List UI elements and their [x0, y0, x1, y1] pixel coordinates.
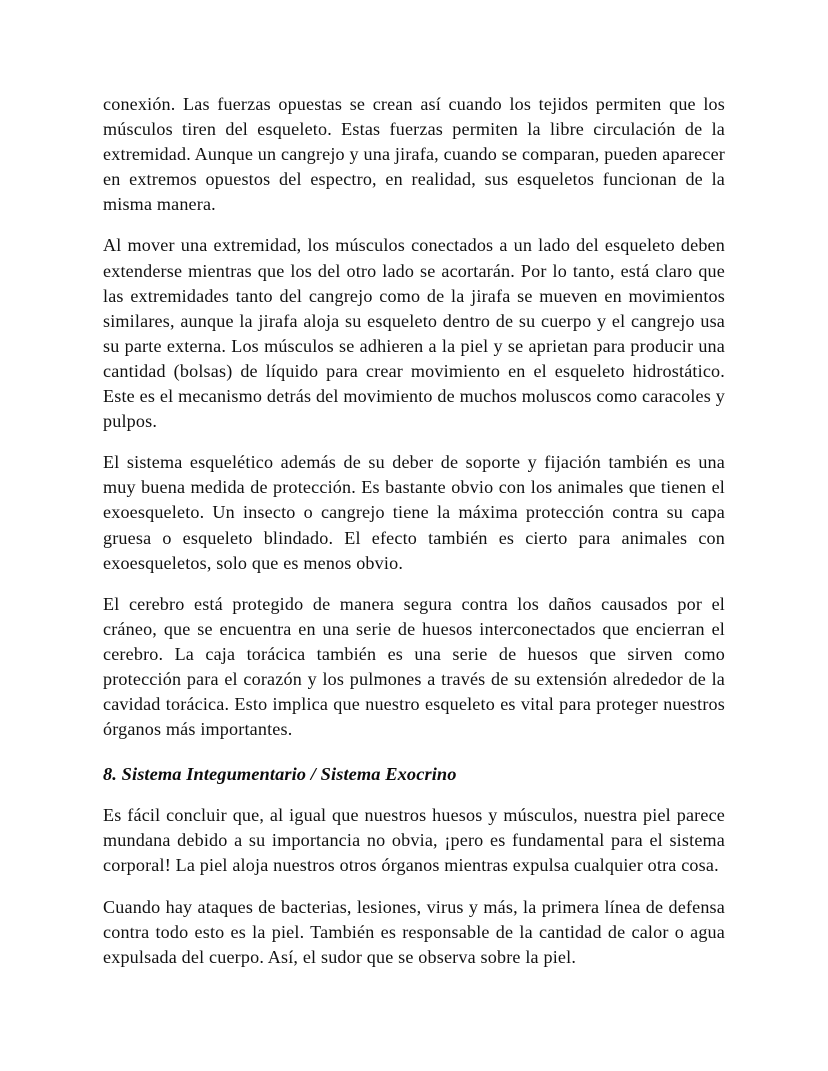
text-column	[103, 92, 725, 970]
body-paragraph-3: El sistema esquelético además de su deber de soporte y fijación también es una muy buena medida de protección. Es bastante obvio con los animales que tienen el exoesqueleto. Un insecto o cangrejo tiene la máxima protección contra su capa gruesa o esqueleto blindado. El efecto también es cierto para animales con exoesqueletos, solo que es menos obvio.	[103, 452, 725, 573]
body-paragraph-2: Al mover una extremidad, los músculos conectados a un lado del esqueleto deben extenderse mientras que los del otro lado se acortarán. Por lo tanto, está claro que las extremidades tanto del cangrejo como de la jirafa se mueven en movimientos similares, aunque la jirafa aloja su esqueleto dentro de su cuerpo y el cangrejo usa su parte externa. Los músculos se adhieren a la piel y se aprietan para producir una cantidad (bolsas) de líquido para crear movimiento en el esqueleto hidrostático. Este es el mecanismo detrás del movimiento de muchos moluscos como caracoles y pulpos.	[103, 235, 725, 432]
body-paragraph-1: conexión. Las fuerzas opuestas se crean así cuando los tejidos permiten que los músculos tiren del esqueleto. Estas fuerzas permiten la libre circulación de la extremidad. Aunque un cangrejo y una jirafa, cuando se comparan, pueden aparecer en extremos opuestos del espectro, en realidad, sus esqueletos funcionan de la misma manera.	[103, 94, 725, 215]
body-paragraph-6: Cuando hay ataques de bacterias, lesiones, virus y más, la primera línea de defensa contra todo esto es la piel. También es responsable de la cantidad de calor o agua expulsada del cuerpo. Así, el sudor que se observa sobre la piel.	[103, 896, 725, 967]
body-paragraph-4: El cerebro está protegido de manera segura contra los daños causados por el cráneo, que se encuentra en una serie de huesos interconectados que encierran el cerebro. La caja torácica también es una serie de huesos que sirven como protección para el corazón y los pulmones a través de su extensión alrededor de la cavidad torácica. Esto implica que nuestro esqueleto es vital para proteger nuestros órganos más importantes.	[103, 593, 725, 740]
section-heading-8: 8. Sistema Integumentario / Sistema Exocrino	[103, 764, 457, 785]
body-paragraph-5: Es fácil concluir que, al igual que nuestros huesos y músculos, nuestra piel parece mundana debido a su importancia no obvia, ¡pero es fundamental para el sistema corporal! La piel aloja nuestros otros órganos mientras expulsa cualquier otra cosa.	[103, 805, 725, 876]
